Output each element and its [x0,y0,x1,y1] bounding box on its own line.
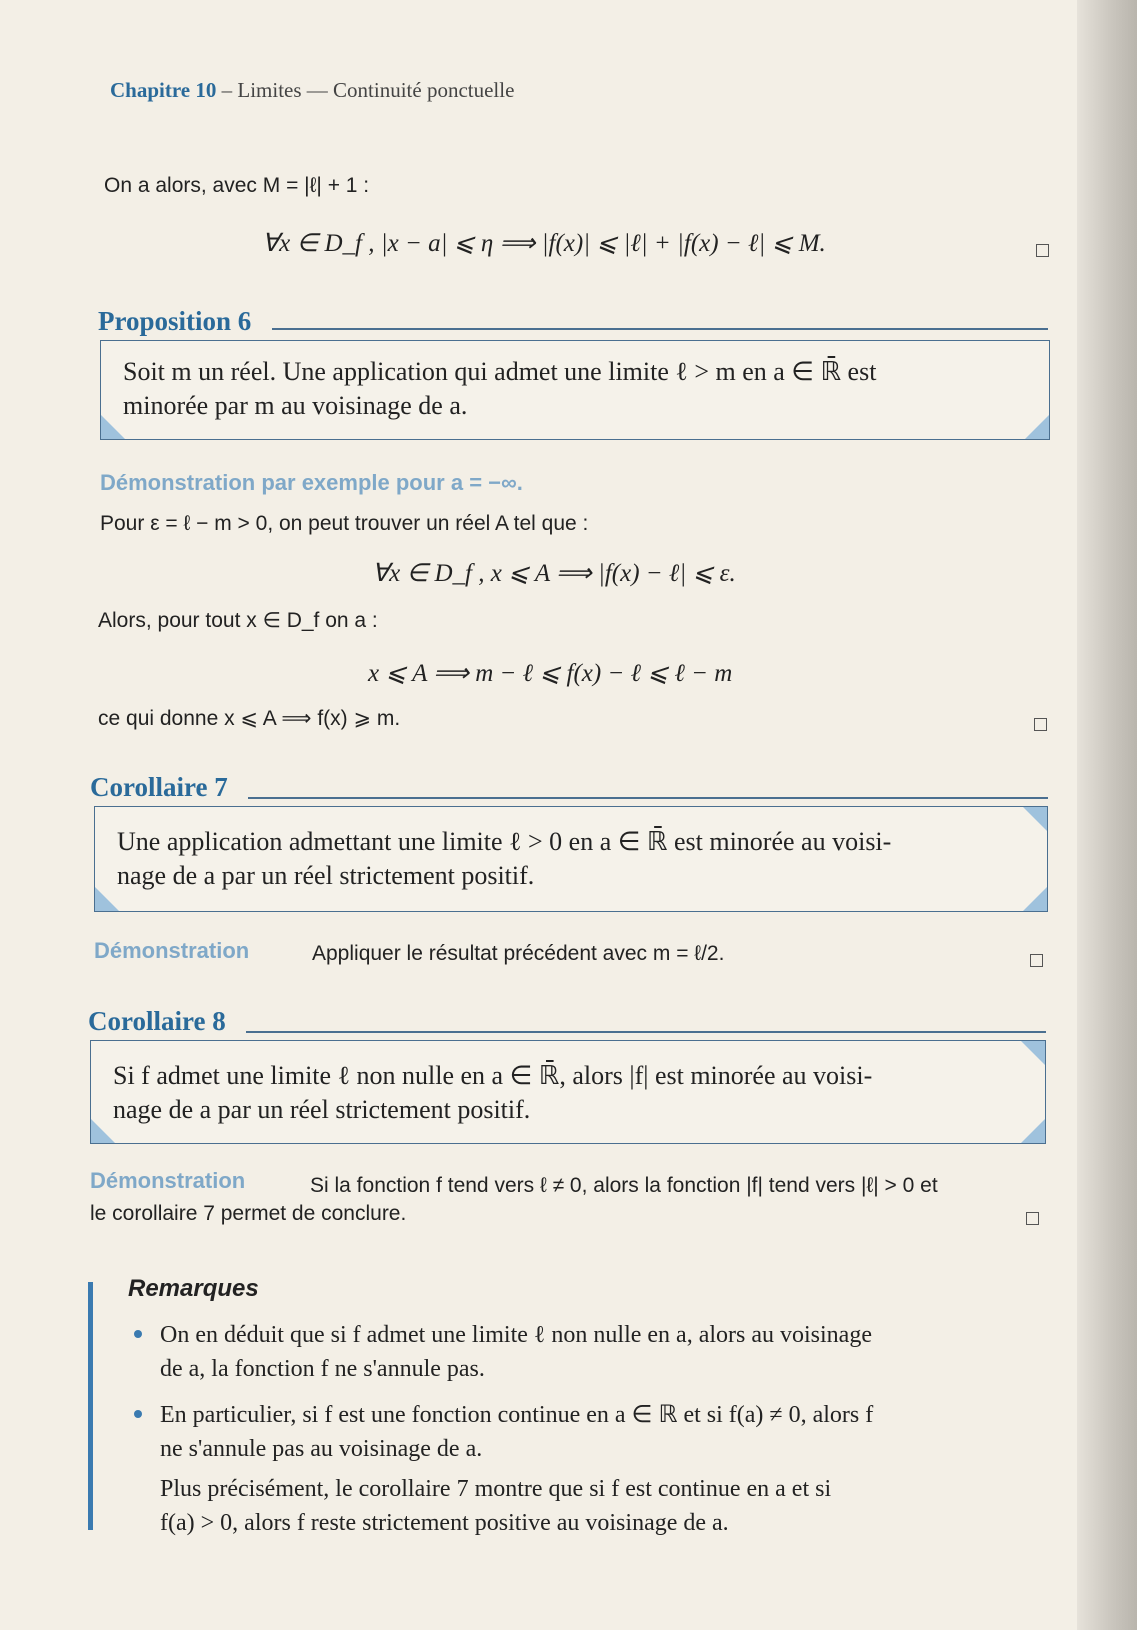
demonstration-8-title: Démonstration [90,1168,246,1193]
corollaire-8-title: Corollaire 8 [88,1006,226,1036]
page-gutter-shadow [1077,0,1137,1630]
remarks-accent-bar [88,1282,93,1530]
corollaire-7-box [94,806,1048,912]
demonstration-6-line2: Alors, pour tout x ∈ D_f on a : [98,609,378,632]
box-corner [1025,415,1049,439]
corollaire-8-line1: Si f admet une limite ℓ non nulle en a ∈ ℝ̄, alors |f| est minorée au voisi- [113,1061,873,1090]
box-corner [1023,807,1047,831]
qed-square [1034,718,1047,731]
remarks-title: Remarques [128,1275,259,1302]
title-rule [272,328,1048,330]
remark-1-line1: On en déduit que si f admet une limite ℓ non nulle en a, alors au voisinage [160,1322,872,1348]
box-corner [91,1119,115,1143]
demonstration-6-title: Démonstration par exemple pour a = −∞. [100,470,523,495]
demonstration-8-line1: Si la fonction f tend vers ℓ ≠ 0, alors la fonction |f| tend vers |ℓ| > 0 et [310,1174,938,1197]
bullet-icon [134,1410,142,1418]
remark-2-line1: En particulier, si f est une fonction continue en a ∈ ℝ et si f(a) ≠ 0, alors f [160,1402,874,1428]
proposition-6-box [100,340,1050,440]
bullet-icon [134,1330,142,1338]
demonstration-6-line3: ce qui donne x ⩽ A ⟹ f(x) ⩾ m. [98,707,401,730]
remark-2-line3: Plus précisément, le corollaire 7 montre que si f est continue en a et si [160,1476,832,1502]
corollaire-8-line2: nage de a par un réel strictement positif. [113,1095,531,1124]
intro-display-formula: ∀x ∈ D_f , |x − a| ⩽ η ⟹ |f(x)| ⩽ |ℓ| + |f(x) − ℓ| ⩽ M. [262,230,826,257]
corollaire-7-title: Corollaire 7 [90,772,228,802]
box-corner [95,887,119,911]
demonstration-7-title: Démonstration [94,938,250,963]
demonstration-7-text: Appliquer le résultat précédent avec m = ℓ/2. [312,942,725,965]
qed-square [1036,244,1049,257]
corollaire-8-box [90,1040,1046,1144]
corollaire-7-line1: Une application admettant une limite ℓ > 0 en a ∈ ℝ̄ est minorée au voisi- [117,827,892,856]
demonstration-6-display2: x ⩽ A ⟹ m − ℓ ⩽ f(x) − ℓ ⩽ ℓ − m [368,660,733,687]
proposition-6-line1: Soit m un réel. Une application qui admet une limite ℓ > m en a ∈ ℝ̄ est [123,357,877,386]
remark-1-line2: de a, la fonction f ne s'annule pas. [160,1356,485,1382]
box-corner [1021,1041,1045,1065]
demonstration-8-line2: le corollaire 7 permet de conclure. [90,1202,407,1225]
title-rule [246,1031,1046,1033]
qed-square [1030,954,1043,967]
proposition-6-line2: minorée par m au voisinage de a. [123,391,468,420]
demonstration-6-display1: ∀x ∈ D_f , x ⩽ A ⟹ |f(x) − ℓ| ⩽ ε. [372,560,736,587]
proposition-6-title: Proposition 6 [98,306,252,336]
box-corner [101,415,125,439]
qed-square [1026,1212,1039,1225]
remark-2-line4: f(a) > 0, alors f reste strictement positive au voisinage de a. [160,1510,729,1536]
corollaire-7-line2: nage de a par un réel strictement positif. [117,861,535,890]
box-corner [1023,887,1047,911]
title-rule [248,797,1048,799]
demonstration-6-line1: Pour ε = ℓ − m > 0, on peut trouver un réel A tel que : [100,512,589,535]
running-header [110,78,514,103]
chapter-label: Chapitre 10 [110,78,217,102]
intro-line: On a alors, avec M = |ℓ| + 1 : [104,174,370,197]
box-corner [1021,1119,1045,1143]
chapter-title: – Limites — Continuité ponctuelle [216,78,515,102]
remark-2-line2: ne s'annule pas au voisinage de a. [160,1436,483,1462]
